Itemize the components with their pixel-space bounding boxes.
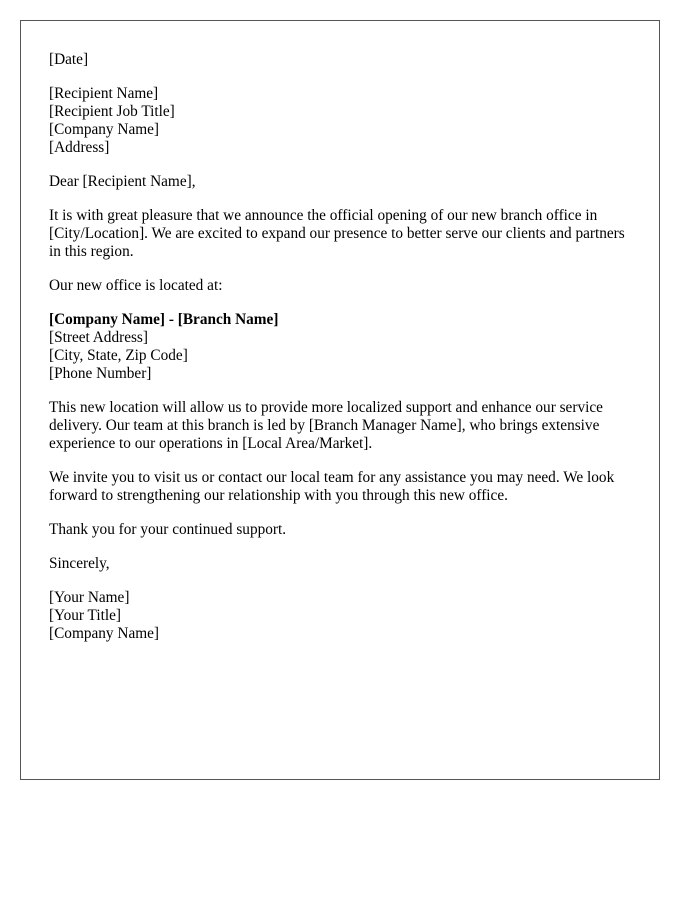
signature-title: [Your Title] — [49, 607, 121, 624]
signature-company: [Company Name] — [49, 625, 160, 642]
details-paragraph: This new location will allow us to provide more localized support and enhance our service delivery. Our team at this branch is led by [Branch Manager Name], who brings extensive experience to our operations in [Local Area/Market]. — [49, 399, 603, 452]
letter-body — [49, 51, 639, 659]
office-street: [Street Address] — [49, 329, 148, 346]
thanks-line: Thank you for your continued support. — [49, 521, 287, 538]
salutation: Dear [Recipient Name], — [49, 173, 196, 190]
signature-name: [Your Name] — [49, 589, 130, 606]
office-phone: [Phone Number] — [49, 365, 152, 382]
office-address-block — [49, 311, 639, 383]
recipient-block — [49, 85, 639, 157]
signature-block — [49, 589, 639, 643]
recipient-company: [Company Name] — [49, 121, 160, 138]
closing: Sincerely, — [49, 555, 110, 572]
recipient-address: [Address] — [49, 139, 110, 156]
office-city-state-zip: [City, State, Zip Code] — [49, 347, 188, 364]
letter-page — [20, 20, 660, 780]
location-intro: Our new office is located at: — [49, 277, 223, 294]
recipient-job-title: [Recipient Job Title] — [49, 103, 175, 120]
recipient-name: [Recipient Name] — [49, 85, 159, 102]
invite-paragraph: We invite you to visit us or contact our local team for any assistance you may need. We look forward to strengthening our relationship with you through this new office. — [49, 469, 615, 504]
intro-paragraph: It is with great pleasure that we announce the official opening of our new branch office in [City/Location]. We are excited to expand our presence to better serve our clients and partners in this region. — [49, 207, 625, 260]
office-heading: [Company Name] - [Branch Name] — [49, 311, 279, 328]
letter-date: [Date] — [49, 51, 89, 68]
